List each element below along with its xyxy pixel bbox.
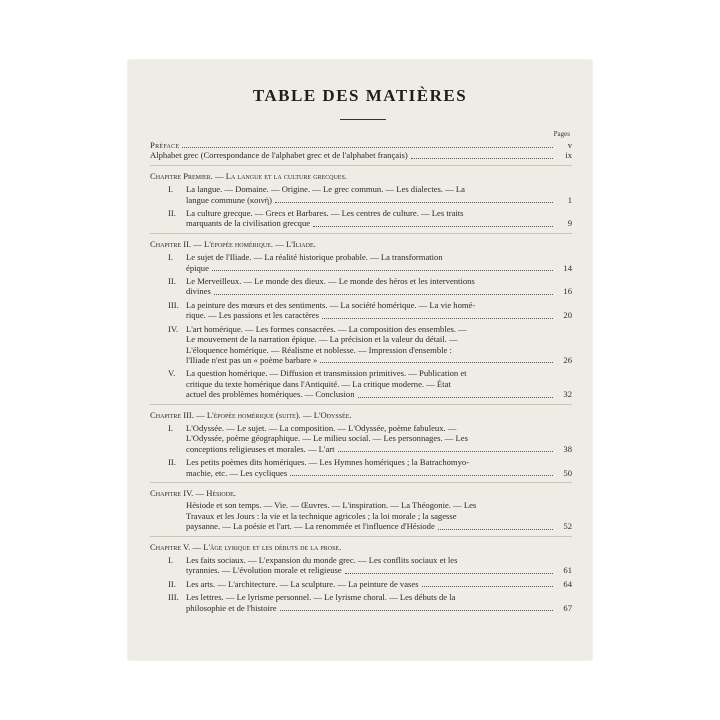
dot-leader: [182, 147, 553, 148]
chapter-heading: Chapitre III. — L'épopée homérique (suite). — L'Odyssée.: [150, 409, 352, 420]
page-number: 67: [563, 602, 572, 613]
toc-line: [186, 276, 572, 286]
page-number: 14: [563, 262, 572, 273]
chapter-heading: Chapitre IV. — Hésiode.: [150, 487, 236, 498]
toc-line: [186, 184, 572, 194]
toc-line: [186, 565, 572, 575]
section-roman-numeral: II.: [168, 208, 176, 219]
section-roman-numeral: II.: [168, 578, 176, 589]
toc-line-text: La peinture des mœurs et des sentiments. — La société homérique. — La vie homé-: [186, 299, 476, 310]
toc-line: [186, 457, 572, 467]
dot-leader: [338, 451, 553, 452]
section-text: [186, 555, 572, 576]
section-roman-numeral: I.: [168, 555, 174, 565]
toc-line-text: L'Odyssée. — Le sujet. — La composition. — L'Odyssée, poème fabuleux. —: [186, 422, 457, 433]
dot-leader: [313, 226, 553, 227]
chapter-separator: [150, 404, 572, 405]
toc-line: [186, 286, 572, 296]
page-number: v: [567, 140, 572, 150]
toc-line-text: Les arts. — L'architecture. — La sculpture. — La peinture de vases: [186, 578, 419, 589]
book-page: [128, 60, 592, 660]
toc-line: [186, 521, 572, 531]
toc-section-entry: [150, 368, 572, 399]
toc-line-text: langue commune (κοινή): [186, 194, 272, 205]
toc-section-entry: [150, 184, 572, 205]
chapter-separator: [150, 536, 572, 537]
toc-line: [186, 423, 572, 433]
chapter-separator: [150, 482, 572, 483]
toc-line-text: rique. — Les passions et les caractères: [186, 310, 319, 321]
section-roman-numeral: I.: [168, 422, 174, 433]
page-number: 16: [563, 286, 572, 297]
toc-line: [186, 389, 572, 399]
toc-line: [186, 379, 572, 389]
toc-line-text: L'Odyssée, poème géographique. — Le milieu social. — Les personnages. — Les: [186, 433, 468, 444]
toc-line-text: divines: [186, 286, 211, 297]
toc-section-entry: [150, 208, 572, 229]
toc-line-text: Le Merveilleux. — Le monde des dieux. — Le monde des héros et les interventions: [186, 276, 475, 287]
toc-line-text: L'éloquence homérique. — Réalisme et noblesse. — Impression d'ensemble :: [186, 344, 452, 355]
section-roman-numeral: I.: [168, 252, 174, 263]
toc-section-entry: [150, 457, 572, 478]
toc-section-entry: [150, 423, 572, 454]
section-text: [186, 252, 572, 273]
pages-column-label: Pages: [553, 130, 570, 138]
chapter-heading: Chapitre II. — L'épopée homérique. — L'Iliade.: [150, 238, 316, 249]
toc-line-text: L'art homérique. — Les formes consacrées. — La composition des ensembles. —: [186, 323, 467, 334]
toc-line-text: Les petits poèmes dits homériques. — Les Hymnes homériques ; la Batrachomyo-: [186, 457, 470, 468]
section-text: [186, 579, 572, 589]
toc-line: [186, 368, 572, 378]
section-roman-numeral: III.: [168, 592, 179, 603]
chapter-separator: [150, 233, 572, 234]
toc-line-text: La langue. — Domaine. — Origine. — Le grec commun. — Les dialectes. — La: [186, 184, 465, 195]
toc-line: [186, 208, 572, 218]
toc-line-text: épique: [186, 262, 209, 273]
page-number: 9: [567, 218, 572, 229]
toc-section-entry: [150, 579, 572, 589]
toc-line-text: marquants de la civilisation grecque: [186, 218, 311, 229]
section-text: [186, 423, 572, 454]
dot-leader: [214, 294, 553, 295]
section-roman-numeral: I.: [168, 184, 174, 195]
toc-line: [186, 468, 572, 478]
toc-line-text: conceptions religieuses et morales. — L'art: [186, 443, 335, 454]
section-roman-numeral: V.: [168, 368, 176, 379]
toc-line: [186, 345, 572, 355]
dot-leader: [322, 318, 553, 319]
toc-line: [186, 592, 572, 602]
toc-line-text: Hésiode et son temps. — Vie. — Œuvres. — L'inspiration. — La Théogonie. — Les: [186, 500, 477, 511]
section-text: [186, 368, 572, 399]
page-number: 50: [563, 467, 572, 478]
front-matter-entry: [150, 150, 572, 160]
toc-line: [186, 218, 572, 228]
toc-line: [186, 433, 572, 443]
chapter-heading: Chapitre Premier. — La langue et la culture grecques.: [150, 170, 347, 181]
toc-section-entry: [150, 252, 572, 273]
toc-line: [186, 603, 572, 613]
section-text: [186, 184, 572, 205]
toc-section-entry: [150, 324, 572, 366]
toc-line-text: machie, etc. — Les cycliques: [186, 467, 288, 478]
toc-line-text: Les faits sociaux. — L'expansion du monde grec. — Les conflits sociaux et les: [186, 555, 458, 565]
dot-leader: [212, 270, 553, 271]
dot-leader: [358, 397, 554, 398]
section-text: [186, 300, 572, 321]
toc-section-entry: [150, 592, 572, 613]
dot-leader: [411, 158, 553, 159]
toc-line: [186, 579, 572, 589]
table-of-contents: [150, 140, 572, 613]
page-number: 26: [563, 354, 572, 365]
toc-line-text: La culture grecque. — Grecs et Barbares. — Les centres de culture. — Les traits: [186, 208, 464, 219]
section-roman-numeral: II.: [168, 457, 176, 468]
front-matter-entry: [150, 140, 572, 150]
page-number: 52: [563, 521, 572, 532]
title-rule: [340, 119, 386, 120]
toc-line: [186, 324, 572, 334]
toc-line: [186, 195, 572, 205]
toc-section-entry: [150, 300, 572, 321]
toc-line-text: tyrannies. — L'évolution morale et religieuse: [186, 565, 342, 576]
section-roman-numeral: III.: [168, 299, 179, 310]
toc-line: [186, 444, 572, 454]
toc-line: [186, 252, 572, 262]
toc-line-text: Travaux et les Jours : la vie et la technique agricoles ; la loi morale ; la sagesse: [186, 510, 457, 521]
section-text: [186, 208, 572, 229]
chapter-summary: [150, 500, 572, 531]
toc-line-text: La question homérique. — Diffusion et transmission primitives. — Publication et: [186, 368, 467, 379]
toc-line: [186, 511, 572, 521]
dot-leader: [290, 475, 553, 476]
page-number: ix: [565, 150, 572, 161]
chapter-heading: Chapitre V. — L'âge lyrique et les débuts de la prose.: [150, 541, 342, 552]
toc-line: [186, 310, 572, 320]
page-number: 32: [563, 389, 572, 400]
section-roman-numeral: II.: [168, 276, 176, 287]
toc-line-text: Alphabet grec (Correspondance de l'alphabet grec et de l'alphabet français): [150, 150, 408, 161]
toc-line-text: paysanne. — La poésie et l'art. — La renommée et l'influence d'Hésiode: [186, 521, 435, 532]
dot-leader: [422, 586, 553, 587]
dot-leader: [320, 362, 553, 363]
toc-line: [186, 263, 572, 273]
toc-line: [186, 334, 572, 344]
toc-section-entry: [150, 555, 572, 576]
dot-leader: [275, 202, 553, 203]
page-number: 61: [563, 565, 572, 576]
page-number: 1: [567, 194, 572, 205]
toc-line: [186, 300, 572, 310]
dot-leader: [345, 573, 553, 574]
section-text: [186, 324, 572, 366]
section-text: [186, 592, 572, 613]
toc-line-text: Le mouvement de la narration épique. — La précision et la valeur du détail. —: [186, 334, 458, 345]
toc-line-text: actuel des problèmes homériques. — Conclusion: [186, 389, 355, 400]
dot-leader: [280, 610, 553, 611]
toc-line-text: Les lettres. — Le lyrisme personnel. — Le lyrisme choral. — Les débuts de la: [186, 592, 456, 603]
toc-line-text: critique du texte homérique dans l'Antiquité. — La critique moderne. — État: [186, 378, 451, 389]
toc-line: [186, 500, 572, 510]
toc-line-text: philosophie et de l'histoire: [186, 602, 277, 613]
dot-leader: [438, 529, 553, 530]
toc-line-text: l'Iliade n'est pas un « poème barbare »: [186, 354, 318, 365]
toc-line: [186, 355, 572, 365]
page-number: 38: [563, 443, 572, 454]
section-roman-numeral: IV.: [168, 323, 179, 334]
toc-line-text: Préface: [150, 140, 180, 150]
toc-line: [186, 555, 572, 565]
page-number: 64: [563, 578, 572, 589]
section-text: [186, 276, 572, 297]
page-number: 20: [563, 310, 572, 321]
section-text: [186, 457, 572, 478]
toc-line-text: Le sujet de l'Iliade. — La réalité historique probable. — La transformation: [186, 252, 443, 263]
page-title: TABLE DES MATIÈRES: [252, 86, 468, 105]
chapter-separator: [150, 165, 572, 166]
toc-section-entry: [150, 276, 572, 297]
